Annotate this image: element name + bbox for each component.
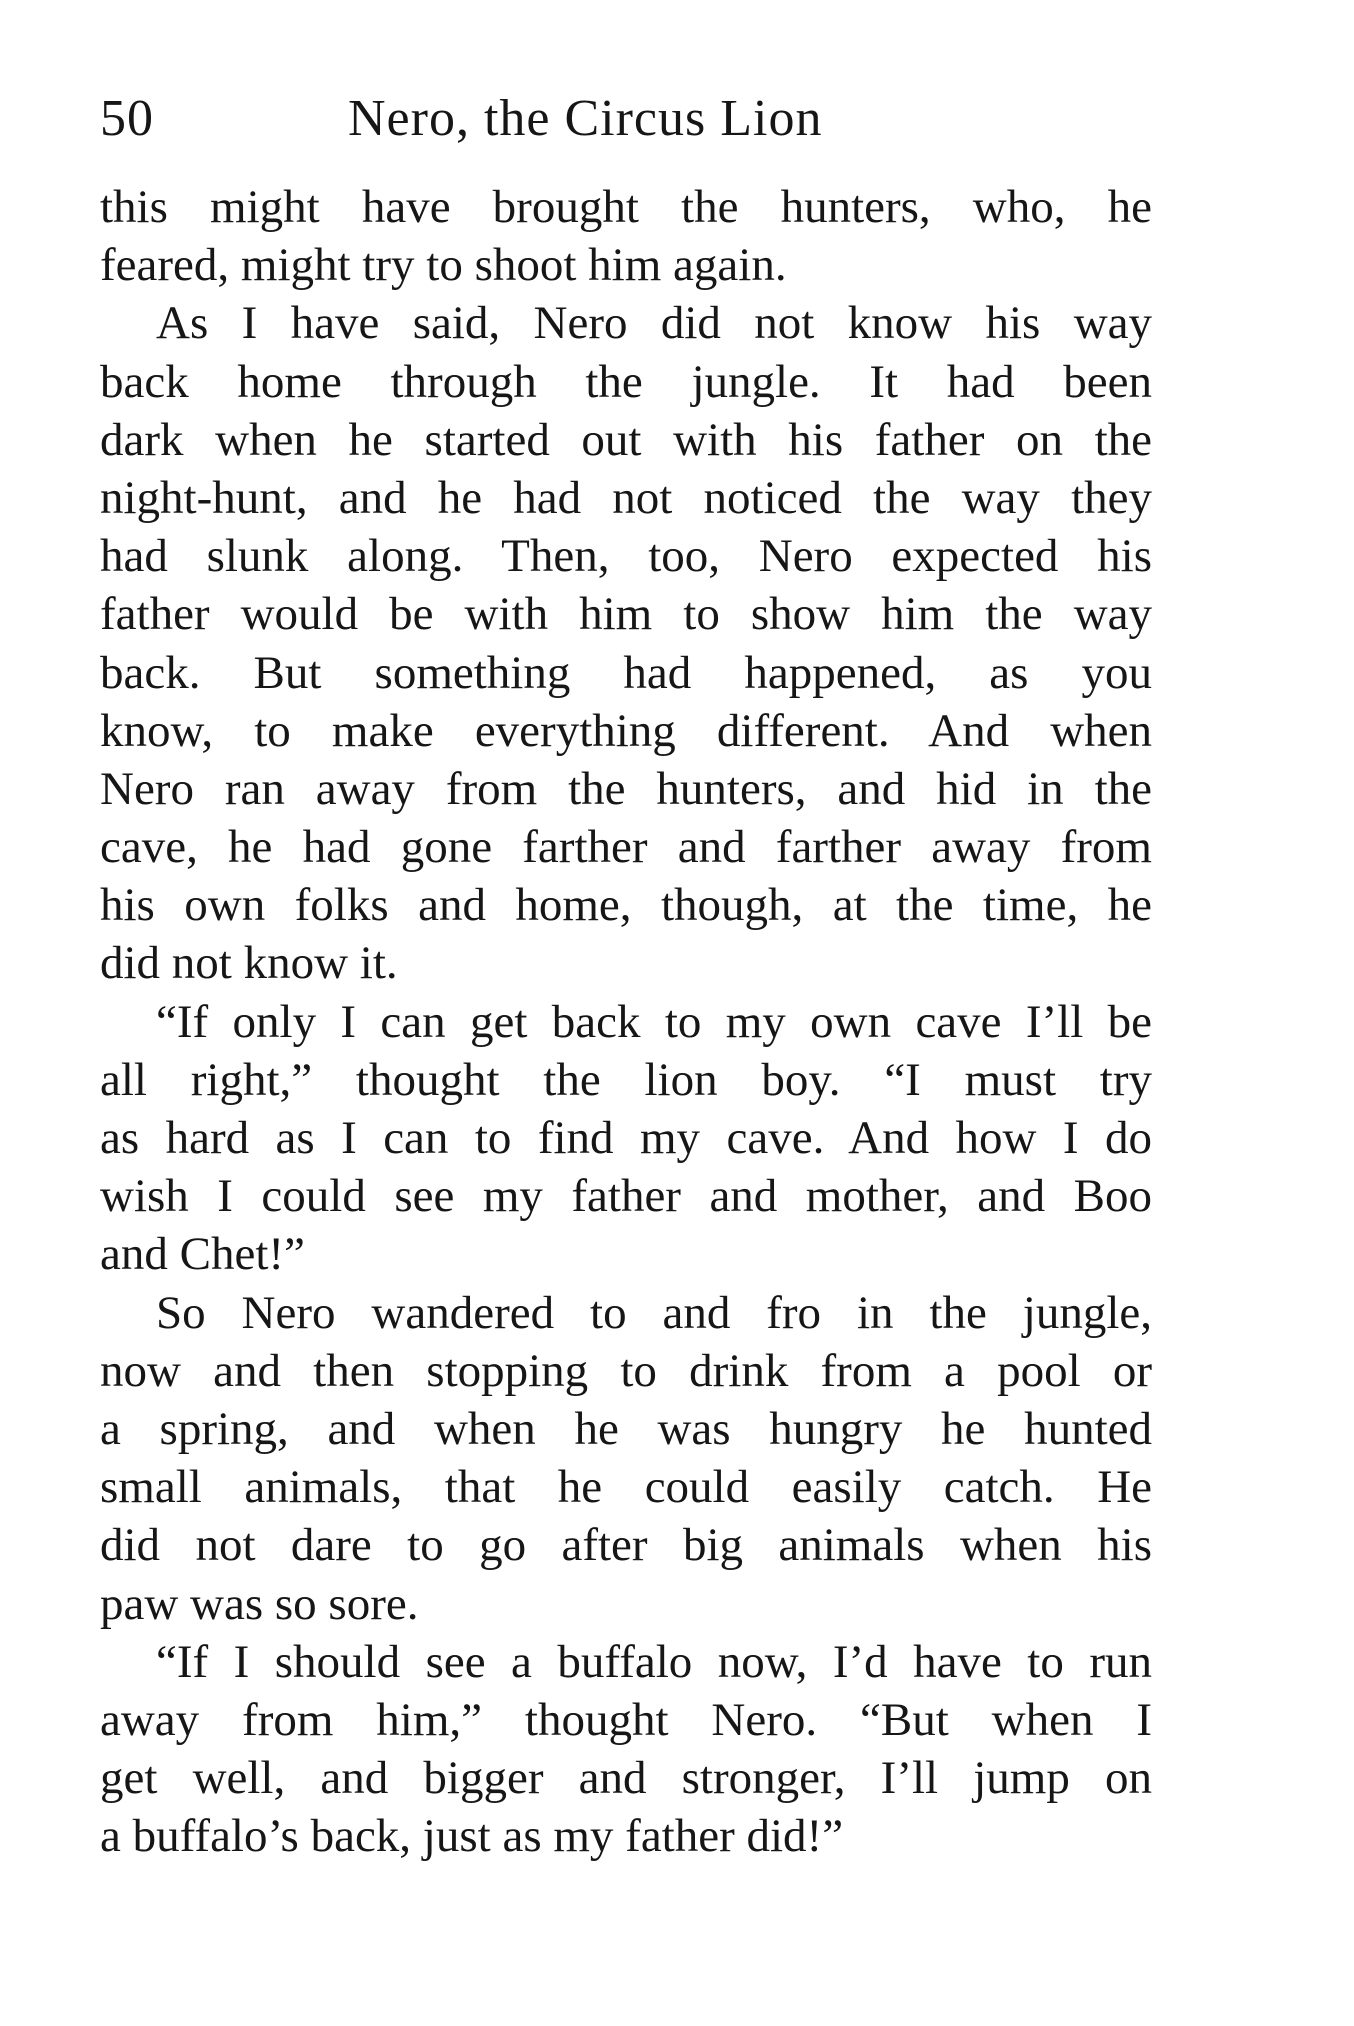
text-line: as hard as I can to find my cave. And how I do [100,1112,1152,1164]
running-head [100,84,1160,154]
text-line: dark when he started out with his father on the [100,413,1152,466]
text-line: small animals, that he could easily catch. He [100,1461,1152,1514]
paragraph-first-line: “If only I can get back to my own cave I’ll be [156,995,1152,1048]
text-line: feared, might try to shoot him again. [100,239,787,292]
text-line: night-hunt, and he had not noticed the way they [100,471,1152,524]
text-line: back. But something had happened, as you [100,646,1152,699]
text-line: wish I could see my father and mother, and Boo [100,1170,1152,1223]
paragraph-first-line: As I have said, Nero did not know his way [156,297,1152,350]
paragraph-first-line: So Nero wandered to and fro in the jungle, [156,1286,1152,1339]
text-line: did not dare to go after big animals when his [100,1519,1152,1572]
text-line: this might have brought the hunters, who, he [100,181,1152,233]
paragraph-first-line: “If I should see a buffalo now, I’d have to run [156,1635,1152,1688]
text-line: did not know it. [100,937,398,990]
text-line: his own folks and home, though, at the time, he [100,879,1152,932]
text-line: paw was so sore. [100,1577,419,1630]
text-line: a spring, and when he was hungry he hunted [100,1402,1152,1455]
text-line: Nero ran away from the hunters, and hid in the [100,762,1152,815]
text-line: get well, and bigger and stronger, I’ll jump on [100,1752,1152,1805]
text-line: a buffalo’s back, just as my father did!” [100,1810,844,1863]
body-text [100,178,1152,1865]
text-line: and Chet!” [100,1228,305,1281]
text-line: away from him,” thought Nero. “But when I [100,1693,1152,1746]
page-number: 50 [100,90,154,147]
text-line: know, to make everything different. And when [100,704,1152,757]
text-line: back home through the jungle. It had been [100,355,1152,408]
text-line: had slunk along. Then, too, Nero expected his [100,530,1152,583]
text-line: cave, he had gone farther and farther away from [100,821,1152,874]
text-line: now and then stopping to drink from a pool or [100,1344,1152,1397]
text-line: father would be with him to show him the way [100,588,1152,641]
book-title: Nero, the Circus Lion [348,90,823,147]
text-line: all right,” thought the lion boy. “I must try [100,1053,1152,1106]
